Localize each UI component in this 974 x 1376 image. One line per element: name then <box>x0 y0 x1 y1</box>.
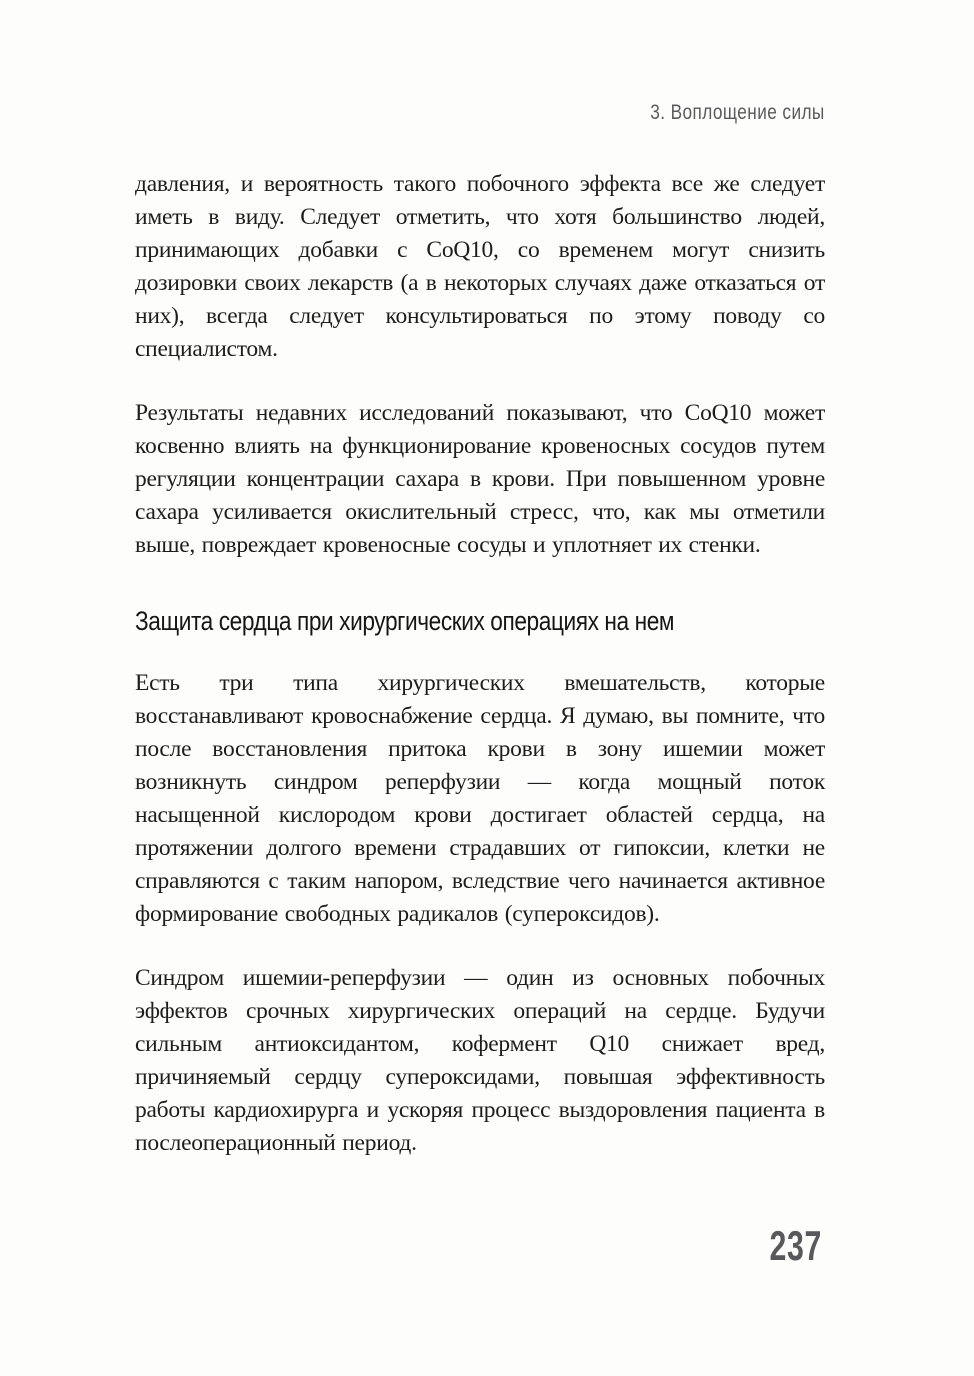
paragraph-reperfusion-syndrome: Есть три типа хирургических вмешательств, которые восстанавливают кровоснабжение сердца. Я думаю, вы помните, что после восстановления притока крови в зону ишемии может возникнуть синдром реперфузии — когда мощный поток насыщенной кислородом крови достигает областей сердца, на протяжении долгого времени страдавших от гипоксии, клетки не справляются с таким напором, вследствие чего начинается активное формирование свободных радикалов (супероксидов). <box>135 670 825 927</box>
paragraph-coq10-blood-sugar: Результаты недавних исследований показывают, что CoQ10 может косвенно влиять на функционирование кровеносных сосудов путем регуляции концентрации сахара в крови. При повышенном уровне сахара усиливается окислительный стресс, что, как мы отметили выше, повреждает кровеносные сосуды и уплотняет их стенки. <box>135 400 825 558</box>
paragraph-ischemia-reperfusion: Синдром ишемии-реперфузии — один из основных побочных эффектов срочных хирургических операций на сердце. Будучи сильным антиоксидантом, кофермент Q10 снижает вред, причиняемый сердцу супероксидами, повышая эффективность работы кардиохирурга и ускоряя процесс выздоровления пациента в послеоперационный период. <box>135 965 825 1156</box>
paragraph-coq10-blood-pressure: давления, и вероятность такого побочного эффекта все же следует иметь в виду. Следует отметить, что хотя большинство людей, принимающих добавки с CoQ10, со временем могут снизить дозировки своих лекарств (а в некоторых случаях даже отказаться от них), всегда следует консультироваться по этому поводу со специалистом. <box>135 171 825 362</box>
page-number: 237 <box>769 1222 822 1269</box>
running-header: 3. Воплощение силы <box>650 101 825 124</box>
section-heading-heart-surgery-protection: Защита сердца при хирургических операциях на нем <box>135 606 675 636</box>
text-column <box>135 168 825 1191</box>
